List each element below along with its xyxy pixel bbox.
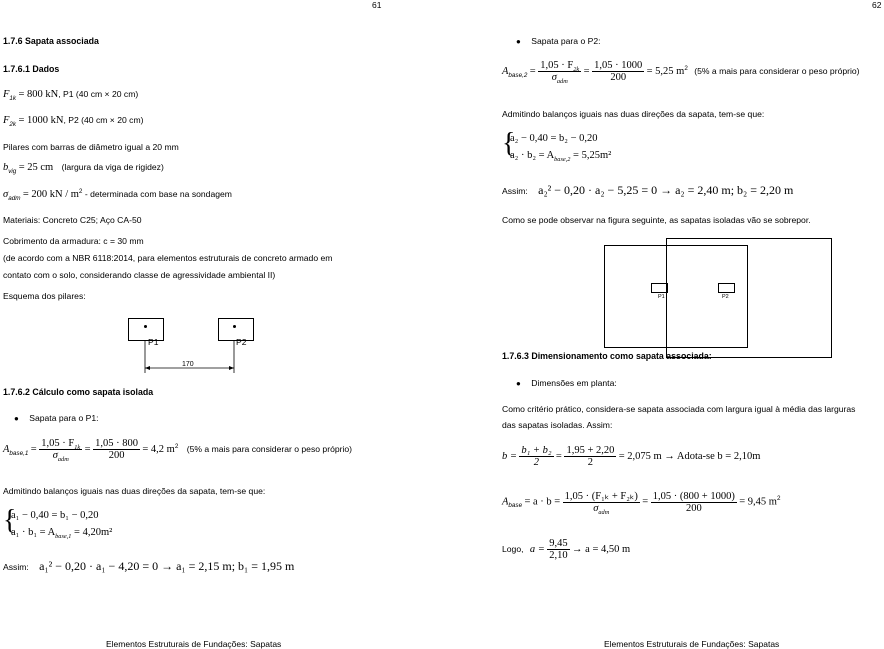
dimension-label: 170: [182, 361, 194, 368]
nbr-text-1: (de acordo com a NBR 6118:2014, para elementos estruturais de concreto armado em: [3, 253, 333, 263]
pillar-p1-label: P1: [148, 337, 159, 347]
page-number: 61: [372, 0, 382, 10]
figure-p1-label: P1: [658, 294, 665, 300]
sigma-line: $\sigma_{adm} = 200$ kN / $m^2$ - determinada com base na sondagem: [3, 188, 232, 202]
abase2-formula: $A_{base,2}$ = $\frac{1,05 \cdot F_{2k}}{\sigma_{adm}}$ = $\frac{1,05 \cdot 1000}{200}$ = 5,25 $m^2$ (5% a mais para considerar o peso próprio): [502, 60, 860, 85]
pillar-p1-center: [144, 325, 147, 328]
bvig-line: $b_{vig} = 25$ cm (largura da viga de rigidez): [3, 162, 164, 175]
right-page: 62 ● Sapata para o P2: $A_{base,2}$ = $\frac{1,05 \cdot F_{2k}}{\sigma_{adm}}$ = $\frac{1,05 \cdot 1000}{200}$ = 5,25 $m^2$ (5% a mais para considerar o peso próprio) Admitindo balanços iguais nas duas direções da sapata, tem-se que: { a₂ − 0,40 = b₂ − 0,20 $a_2 \cdot b_2 = A_{base,2} = 5,25m^2$ Assim: a₂² − 0,20 · a₂ − 5,25 = 0 → a₂ = 2,40 m; b₂ = 2,20 m Como se pode observar na figura seguinte, as sapatas isoladas vão se sobrepor. P1 P2 1.7.6.3 Dimensionamento como sapata associada: ● Dimensões em planta: Como critério prático, considera-se sapata associada com largura igual à média das larguras das sapatas isoladas. Assim: b = $\frac{\text{b₁ + b₂}}{2}$ = $\frac{1,95 + 2,20}{2}$ = 2,075 m → Adota-se b = 2,10m $A_{base} = a \cdot b$ = $\frac{\text{1,05 · (F₁ₖ + F₂ₖ)}}{\sigma_{adm}}$ = $\frac{1,05 \cdot (800 + 1000)}{200}$ = 9,45 $m^2$ Logo, a = $\frac{9,45}{2,10}$ → a = 4,50 m Elementos Estruturais de Fundações: Sapatas: [502, 0, 882, 649]
figure-pillar-p2: [718, 283, 735, 293]
system-1-line-1: a₁ − 0,40 = b₁ − 0,20: [11, 510, 99, 521]
figure-p2-label: P2: [722, 294, 729, 300]
criterio-text-1: Como critério prático, considera-se sapata associada com largura igual à média das larguras: [502, 404, 856, 414]
footer: Elementos Estruturais de Fundações: Sapatas: [604, 639, 780, 649]
bullet-p2: ● Sapata para o P2:: [516, 36, 601, 46]
materials-text: Materiais: Concreto C25; Aço CA-50: [3, 215, 142, 225]
assim-1: Assim: a₁² − 0,20 · a₁ − 4,20 = 0 → a₁ = 2,15 m; b₁ = 1,95 m: [3, 559, 295, 573]
overlap-text: Como se pode observar na figura seguinte, as sapatas isoladas vão se sobrepor.: [502, 215, 811, 225]
f2-line: $F_{2k} = 1000$ kN, P2 (40 cm × 20 cm): [3, 115, 144, 128]
f1-line: $F_{1k} = 800$ kN, P1 (40 cm × 20 cm): [3, 89, 139, 102]
bullet-icon: ●: [516, 379, 521, 388]
abase-formula: $A_{base} = a \cdot b$ = $\frac{\text{1,05 · (F₁ₖ + F₂ₖ)}}{\sigma_{adm}}$ = $\frac{1,05 \cdot (800 + 1000)}{200}$ = 9,45 $m^2$: [502, 490, 781, 516]
assim-2: Assim: a₂² − 0,20 · a₂ − 5,25 = 0 → a₂ = 2,40 m; b₂ = 2,20 m: [502, 183, 794, 197]
subsection-heading-3: 1.7.6.3 Dimensionamento como sapata associada:: [502, 351, 712, 361]
a-formula: Logo, a = $\frac{9,45}{2,10}$ → a = 4,50 m: [502, 538, 631, 561]
subsection-heading: 1.7.6.1 Dados: [3, 64, 60, 74]
pillar-p2-label: P2: [236, 337, 247, 347]
bars-text: Pilares com barras de diâmetro igual a 20 mm: [3, 142, 179, 152]
pillar-p2-center: [233, 325, 236, 328]
subsection-heading-2: 1.7.6.2 Cálculo como sapata isolada: [3, 387, 154, 397]
b-formula: b = $\frac{\text{b₁ + b₂}}{2}$ = $\frac{1,95 + 2,20}{2}$ = 2,075 m → Adota-se b = 2,10m: [502, 445, 761, 468]
criterio-text-2: das sapatas isoladas. Assim:: [502, 420, 613, 430]
bullet-p1: ● Sapata para o P1:: [14, 413, 99, 423]
footer: Elementos Estruturais de Fundações: Sapatas: [106, 639, 282, 649]
nbr-text-2: contato com o solo, considerando classe de agressividade ambiental II): [3, 270, 276, 280]
bullet-dims: ● Dimensões em planta:: [516, 378, 617, 388]
bullet-icon: ●: [516, 37, 521, 46]
left-page: 61 1.7.6 Sapata associada 1.7.6.1 Dados $F_{1k} = 800$ kN, P1 (40 cm × 20 cm) $F_{2k} = 1000$ kN, P2 (40 cm × 20 cm) Pilares com barras de diâmetro igual a 20 mm $b_{vig} = 25$ cm (largura da viga de rigidez) $\sigma_{adm} = 200$ kN / $m^2$ - determinada com base na sondagem Materiais: Concreto C25; Aço CA-50 Cobrimento da armadura: c = 30 mm (de acordo com a NBR 6118:2014, para elementos estruturais de concreto armado em contato com o solo, considerando classe de agressividade ambiental II) Esquema dos pilares: P1 P2 170 1.7.6.2 Cálculo como sapata isolada ● Sapata para o P1: $A_{base,1}$ = $\frac{1,05 \cdot F_{1k}}{\sigma_{adm}}$ = $\frac{1,05 \cdot 800}{200}$ = 4,2 $m^2$ (5% a mais para considerar o peso próprio) Admitindo balanços iguais nas duas direções da sapata, tem-se que: { a₁ − 0,40 = b₁ − 0,20 $a_1 \cdot b_1 = A_{base,1} = 4,20m^2$ Assim: a₁² − 0,20 · a₁ − 4,20 = 0 → a₁ = 2,15 m; b₁ = 1,95 m Elementos Estruturais de Fundações: Sapatas: [3, 0, 382, 649]
section-heading: 1.7.6 Sapata associada: [3, 36, 99, 46]
page-number: 62: [872, 0, 882, 10]
figure-pillar-p1: [651, 283, 668, 293]
dimension-line: [140, 340, 240, 374]
schema-label: Esquema dos pilares:: [3, 291, 86, 301]
system-2-line-1: a₂ − 0,40 = b₂ − 0,20: [510, 133, 598, 144]
bullet-icon: ●: [14, 414, 19, 423]
cover-text: Cobrimento da armadura: c = 30 mm: [3, 236, 144, 246]
balance-text-left: Admitindo balanços iguais nas duas direções da sapata, tem-se que:: [3, 486, 266, 496]
abase1-formula: $A_{base,1}$ = $\frac{1,05 \cdot F_{1k}}{\sigma_{adm}}$ = $\frac{1,05 \cdot 800}{200}$ = 4,2 $m^2$ (5% a mais para considerar o peso próprio): [3, 438, 353, 463]
footing-p2-outline: [666, 238, 832, 358]
system-1-line-2: $a_1 \cdot b_1 = A_{base,1} = 4,20m^2$: [11, 527, 113, 540]
system-2-line-2: $a_2 \cdot b_2 = A_{base,2} = 5,25m^2$: [510, 150, 612, 163]
balance-text-right: Admitindo balanços iguais nas duas direções da sapata, tem-se que:: [502, 109, 765, 119]
